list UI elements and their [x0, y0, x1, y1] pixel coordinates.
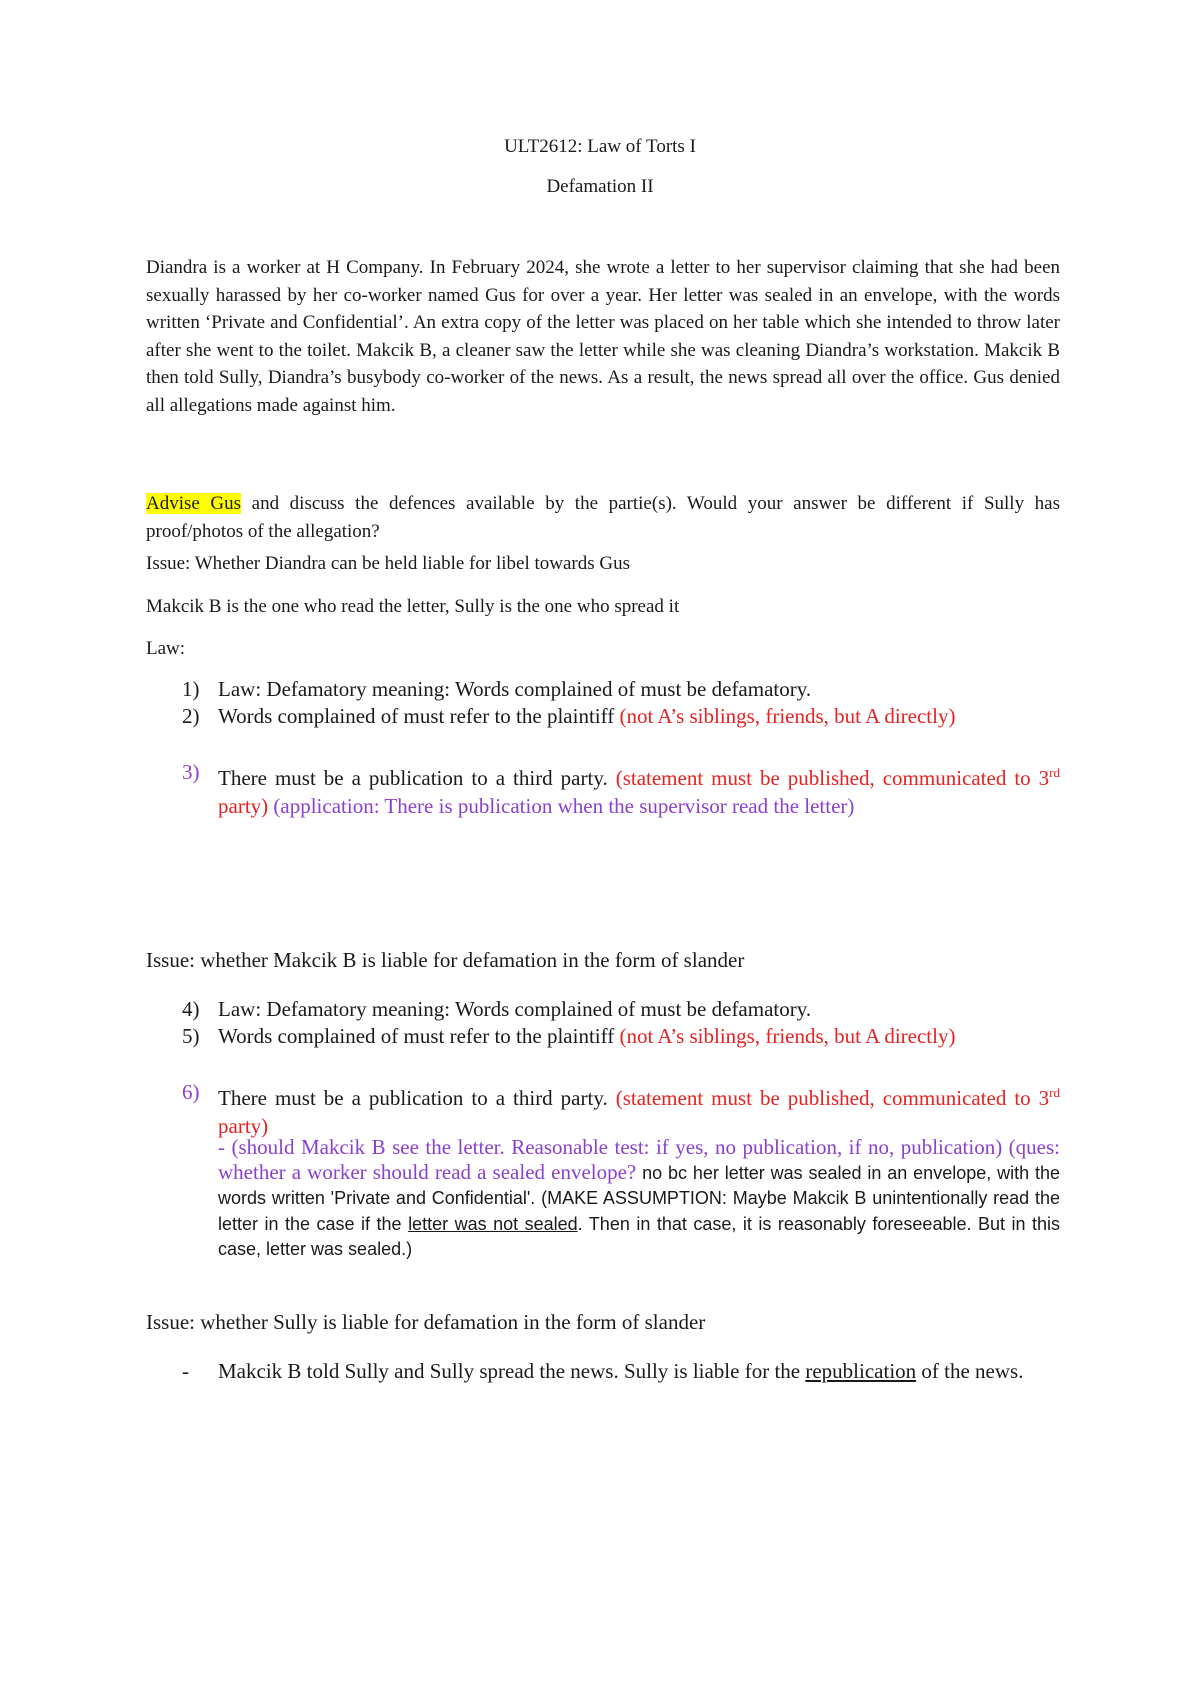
- list-text-main: There must be a publication to a third party.: [218, 766, 616, 790]
- list-text-end: of the news.: [916, 1359, 1024, 1383]
- purple-application: (application: There is publication when the supervisor read the letter): [268, 793, 855, 818]
- sub-note-text: [218, 1135, 1060, 1262]
- list-number: 6): [182, 1080, 200, 1104]
- list-number: 1): [182, 677, 200, 701]
- list-text: [218, 703, 1060, 731]
- underlined-text: republication: [805, 1359, 917, 1383]
- law-label: Law:: [146, 638, 186, 659]
- list-text: Law: Defamatory meaning: Words complained of must be defamatory.: [218, 997, 812, 1021]
- red-note: (not A’s siblings, friends, but A directly): [619, 704, 956, 728]
- issue-2: Issue: whether Makcik B is liable for defamation in the form of slander: [146, 948, 745, 972]
- list-number: 4): [182, 997, 200, 1021]
- list-text: [218, 1358, 1060, 1386]
- list-number: 2): [182, 704, 200, 728]
- sans-answer: no bc her letter was sealed in an envelope, with the words written 'Private and Confidential'. (MAKE ASSUMPTION: Maybe Makcik B unintentionally read the letter in the case if the: [218, 1162, 1060, 1234]
- list-item: [146, 759, 1060, 843]
- sans-answer-end: . Then in that case, it is reasonably foreseeable. But in this case, letter was sealed.): [218, 1213, 1060, 1259]
- note-1: Makcik B is the one who read the letter, Sully is the one who spread it: [146, 596, 680, 617]
- list-item: [146, 703, 1060, 759]
- superscript: rd: [1049, 1085, 1060, 1100]
- red-note-end: party): [218, 1113, 269, 1138]
- list-text-main: Words complained of must refer to the plaintiff: [218, 1024, 620, 1048]
- red-note: (not A’s siblings, friends, but A directly): [619, 1024, 956, 1048]
- list-item: [146, 676, 1060, 704]
- list-item: [146, 996, 1060, 1024]
- list-dash: -: [182, 1359, 189, 1383]
- issue-1: Issue: Whether Diandra can be held liable for libel towards Gus: [146, 553, 630, 574]
- question-text: and discuss the defences available by the partie(s). Would your answer be different if Sully has proof/photos of the allegation?: [146, 493, 1060, 542]
- list-item: [146, 1023, 1060, 1079]
- sub-note: [146, 1135, 1060, 1259]
- list-text: Law: Defamatory meaning: Words complained of must be defamatory.: [218, 677, 812, 701]
- highlighted-text: Advise Gus: [146, 493, 242, 514]
- list-text: [218, 1079, 1060, 1140]
- list-item: [146, 1079, 1060, 1138]
- underlined-text: letter was not sealed: [408, 1213, 578, 1234]
- red-note: (statement must be published, communicated to 3: [615, 1086, 1050, 1110]
- list-text: [218, 1023, 1060, 1051]
- topic-title: Defamation II: [546, 176, 654, 197]
- purple-analysis: - (should Makcik B see the letter. Reasonable test: if yes, no publication, if no, publication) (ques: whether a worker should read a sealed envelope?: [218, 1135, 1060, 1184]
- list-number: 3): [182, 760, 200, 784]
- red-note-end: party): [218, 793, 269, 818]
- issue-3: Issue: whether Sully is liable for defamation in the form of slander: [146, 1310, 706, 1334]
- superscript: rd: [1049, 765, 1060, 780]
- list-number: 5): [182, 1024, 200, 1048]
- question-paragraph: [146, 490, 1060, 545]
- facts-paragraph: Diandra is a worker at H Company. In February 2024, she wrote a letter to her supervisor claiming that she had been sexually harassed by her co-worker named Gus for over a year. Her letter was sealed in an envelope, with the words written ‘Private and Confidential’. An extra copy of the letter was placed on her table which she intended to throw later after she went to the toilet. Makcik B, a cleaner saw the letter while she was cleaning Diandra’s workstation. Makcik B then told Sully, Diandra’s busybody co-worker of the news. As a result, the news spread all over the office. Gus denied all allegations made against him.: [146, 257, 1060, 416]
- list-text-main: There must be a publication to a third party.: [218, 1086, 616, 1110]
- course-title: ULT2612: Law of Torts I: [504, 136, 696, 157]
- list-text-main: Words complained of must refer to the plaintiff: [218, 704, 620, 728]
- list-item: [146, 1358, 1060, 1414]
- list-text: [218, 759, 1060, 820]
- list-text-main: Makcik B told Sully and Sully spread the news. Sully is liable for the: [218, 1359, 806, 1383]
- red-note: (statement must be published, communicated to 3: [615, 766, 1050, 790]
